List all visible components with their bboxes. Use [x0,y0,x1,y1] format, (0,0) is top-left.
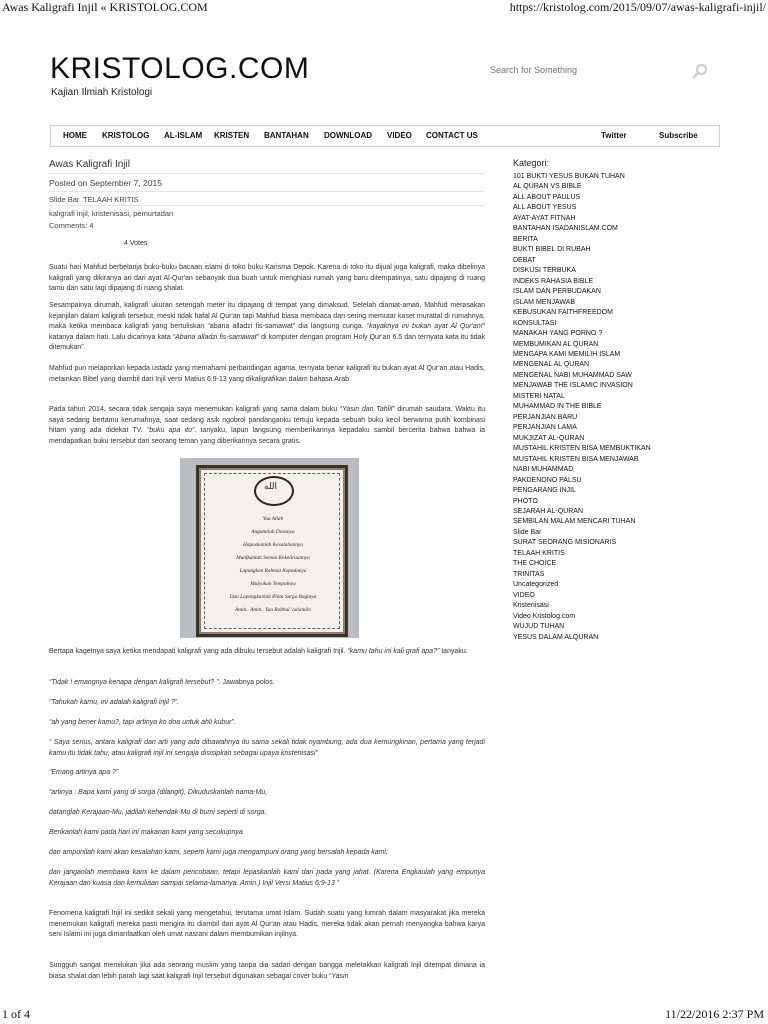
calligraphy-medallion-glyph: الله [264,482,278,492]
figure-line: Dan Lapangkanlah Pintu Surga Baginya [229,594,317,600]
post-paragraph: “ah yang bener kamu?, tapi artinya ko doa untuk ahli kubur”. [49,719,236,726]
divider [49,173,485,174]
print-footer [0,1006,768,1024]
category-link[interactable]: SEJARAH AL-QURAN [513,508,584,515]
post-date: Posted on September 7, 2015 [49,178,162,188]
category-link[interactable]: SEMBILAN MALAM MENCARI TUHAN [513,518,636,526]
category-link[interactable]: MENGAPA KAMI MEMILIH ISLAM [513,350,621,358]
print-page-url: https://kristolog.com/2015/09/07/awas-kaligrafi-injil/ [509,0,766,14]
category-link[interactable]: DEBAT [513,256,536,264]
category-link[interactable]: DISKUSI TERBUKA [513,267,576,275]
category-link[interactable]: PHOTO [513,497,538,505]
print-header [0,0,768,18]
category-link[interactable]: MENJAWAB THE ISLAMIC INVASION [513,382,633,390]
category-link[interactable]: TELAAH KRITIS [513,549,565,557]
post-paragraph: “Emang artinya apa ?” [49,769,119,776]
post-paragraph: Suatu hari Mahfud berbelanja buku-buku bacaan islami di toko buku Karisma Depok. Karena di toko itu dijual juga kaligrafi, maka dibelinya kaligrafi yang dikiranya ari dari ayat Al-Qur'an sebanyak dua buah untuk menghiasi rumah yang baru ditempatinya, satu dipajang di ruang tamu dan satu lagi dipajang di ruang shalat. [49,264,485,292]
post-title: Awas Kaligrafi Injil [49,159,130,170]
post-paragraph: Fenomena kaligrafi Injil ini sedikit sekali yang mengetahui, terutama umat Islam. Sudah suatu yang lumrah dalam masyarakat jika mereka menemukan kaligrafi mereka pasti mengira itu diambil dari ayat Al Qur'an atau Hadis, mereka tidak akan pernah menyangka bahwa karya seni Islami ini juga dimanfaatkan oleh umat nasrani dalam membumikan injilnya. [49,910,485,938]
category-link[interactable]: MUSTAHIL KRISTEN BISA MEMBUKTIKAN [513,445,651,453]
post-paragraph: “artinya : Bapa kami yang di sorga (dilangit), Dikuduskanlah nama-Mu, [49,789,268,796]
category-link[interactable]: MUKJIZAT AL-QURAN [513,434,585,442]
category-link[interactable]: MEMBUMIKAN AL QURAN [513,340,599,348]
figure-line: Hapuskanlah Kesalahannya [243,542,303,548]
post-paragraph: Sesampainya dirumah, kaligrafi ukuran setengah meter itu dipajang di tempat yang dimaksud. Setelah diamat-amati, Mahfud merasakan kejanjilan dalam kaligrafi tersebut, meski tidak hafal Al Qur'an tapi Mahfud biasa membaca dan sering memutar kaset murattal di rumahnya, maka ketika membaca kaligrafi yang bertuliskan “abana alladzi fis-samawat” dia langsung curiga. “kayaknya ini bukan ayat Al Qur'an!” katanya dalam hati. Lalu dicarinya kata “Abana alladzi fis-samawat” di komputer dengan program Holy Qur'an 6.5 dan ternyata kata itu tidak ditemukan”. [49,302,486,351]
category-link[interactable]: ISLAM DAN PERBUDAKAN [513,288,601,296]
main-nav [50,125,720,147]
figure-line: Angumtlah Dosanya [251,529,295,535]
print-page-number: 1 of 4 [2,1007,30,1021]
nav-twitter[interactable]: Twitter [601,131,627,140]
category-link[interactable]: KEBUSUKAN FAITHFREEDOM [513,309,613,317]
category-link[interactable]: MUHAMMAD IN THE BIBLE [513,403,602,411]
category-link[interactable]: AL QURAN VS BIBLE [513,183,582,191]
divider [49,205,485,206]
category-link[interactable]: THE CHOICE [513,560,557,568]
category-link[interactable]: MISTERI NATAL [513,392,565,400]
search-icon[interactable] [692,63,708,79]
nav-kristolog[interactable]: KRISTOLOG [102,131,150,140]
category-link[interactable]: ALL ABOUT PAULUS [513,193,581,201]
post-paragraph: Berikanlah kami pada hari ini makanan kami yang secukupnya [49,829,243,836]
site-tagline: Kajian Ilmiah Kristologi [51,87,153,98]
category-link[interactable]: NABI MUHAMMAD [513,466,574,474]
category-link[interactable]: MENGENAL AL QURAN [513,361,590,369]
post-tag-links[interactable]: kaligrafi injil, kristenisasi, pemurtadan [49,209,174,218]
nav-home[interactable]: HOME [63,131,87,140]
figure-line: Amin.. Amin.. Yaa Robbal 'aalamiin [235,607,311,613]
nav-subscribe[interactable]: Subscribe [659,131,698,140]
category-list [513,172,651,643]
post-comments-link[interactable]: Comments: 4 [49,221,94,230]
nav-al-islam[interactable]: AL-ISLAM [164,131,203,140]
category-link[interactable]: Video Kristolog.com [513,612,576,620]
category-link[interactable]: BUKTI BIBEL DI RUBAH [513,246,591,254]
category-link[interactable]: BERITA [513,235,538,243]
nav-contact-us[interactable]: CONTACT US [426,131,478,140]
category-link[interactable]: ISLAM MENJAWAB [513,298,576,306]
category-link[interactable]: AYAT-AYAT FITNAH [513,214,576,222]
post-paragraph: “Tidak ! emangnya kenapa dengan kaligrafi tersebut? ”. Jawabnya polos. [49,679,275,686]
category-link[interactable]: TRINITAS [513,570,545,578]
category-link[interactable]: 101 BUKTI YESUS BUKAN TUHAN [513,173,625,180]
category-link[interactable]: BANTAHAN ISADANISLAM.COM [513,225,618,233]
category-link[interactable]: SURAT SEORANG MISIONARIS [513,539,617,547]
nav-video[interactable]: VIDEO [387,131,412,140]
category-link[interactable]: Slide Bar [513,528,542,536]
print-page-title: Awas Kaligrafi Injil « KRISTOLOG.COM [2,0,208,14]
post-category-links[interactable]: Slide Bar. TELAAH KRITIS [49,195,139,204]
category-link[interactable]: MANAKAH YANG PORNO ? [513,330,603,338]
post-paragraph: Mahfud pun melaporkan kepada ustadz yang memahami perbandingan agama, ternyata benar kaligrafi itu bukan ayat Al Qur'an atau Hadis, melainkan Bibel yang diambil dari Injil versi Matius 6:9-13 yang dikaligrafikan dalam bahasa Arab. [49,365,485,383]
nav-download[interactable]: DOWNLOAD [324,131,372,140]
nav-bantahan[interactable]: BANTAHAN [264,131,309,140]
category-link[interactable]: WUJUD TUHAN [513,623,565,631]
category-link[interactable]: YESUS DALAM ALQURAN [513,633,599,641]
post-paragraph: Bertapa kagetnya saya ketika mendapati kaligrafi yang ada dibuku tersebut adalah kaligrafi Injil. “kamu tahu ini kali grafi apa?” tanyaku. [49,648,468,655]
category-link[interactable]: PENGARANG INJIL [513,487,577,495]
category-link[interactable]: ALL ABOUT YESUS [513,204,577,212]
post-paragraph: Pada tahun 2014, secara tidak sengaja saya menemukan kaligrafi yang sama dalam buku “Yasin dan Tahlil” dirumah saudara. Waktu itu saya sedang bertamu kerumahnya, saat sedang asik ngobrol pandanganku tertuju kepada sebuah buku kecil berwarna putih kombinasi hitam yang ada didekat TV. “buku apa itu”. tanyaku, lapun langsung memberikannya kepadaku sambil bercerita bahwa bahwa ia mendapatkan buku tersebut dari seorang teman yang diberikannya secara gratis. [49,406,485,445]
figure-line: Lapangkan Rahmat Kepadanya [239,568,307,574]
post-paragraph: Sungguh sangat memilukan jika ada seorang muslim yang tanpa dia sadari dengan bangga meletakkan kaligrafi Injil ditempat dimana ia biasa shalat dan lebih parah lagi saat kaligrafi Injil tersebut digunakan sebagai cover buku “Yasin [49,962,485,980]
divider [49,191,485,192]
figure-line: Munfkanlah Semua Kekeliruannya [236,555,310,561]
figure-line: Mulyakan Tempatnya [250,581,296,587]
category-link[interactable]: MENGENAL NABI MUHAMMAD SAW [513,371,632,379]
post-paragraph: dan janganlah membawa kami ke dalam pencobaan, tetapi lepaskanlah kami dari pada yang jahat. (Karena Engkaulah yang empunya Kerajaan dan kuasa dan kemuliaan sampai selama-lamanya. Amin.) Injil Versi Matius 6:9-13 ” [49,869,485,887]
post-paragraph: “ Saya serius, antara kaligrafi dan arti yang ada dibawahnya itu sama sekali tidak nyambung, ada dua kemungkinan, pertama yang terjadi kamu itu tidak tahu, atau kaligrafi injil ini sengaja disisipkan sebagai upaya kristenisasi” [49,739,485,757]
sidebar-title: Kategori: [513,158,550,168]
post-paragraph: “Tahukah kamu, ini adalah kaligrafi injil ?”. [49,699,180,706]
category-link[interactable]: KONSULTASI [513,319,557,327]
category-link[interactable]: PERJANJIAN BARU [513,413,578,421]
category-link[interactable]: PAKDENONO PALSU [513,476,582,484]
category-link[interactable]: VIDEO [513,591,535,599]
figure-line: Yaa Allah [262,516,284,522]
category-link[interactable]: Uncategorized [513,581,559,589]
post-paragraph: datanglah Kerajaan-Mu, jadilah kehendak-Mu di bumi seperti di sorga. [49,809,267,816]
calligraphy-photo [180,458,359,638]
category-link[interactable]: Kristenisasi [513,602,549,610]
site-title-link[interactable]: KRISTOLOG.COM [50,52,310,85]
category-link[interactable]: MUSTAHIL KRISTEN BISA MENJAWAB [513,455,639,463]
calligraphy-frame [196,465,348,637]
post-paragraph: dan ampunilah kami akan kesalahan kami, seperti kami juga mengampuni orang yang bersalah kepada kami; [49,849,388,856]
category-link[interactable]: PERJANJIAN LAMA [513,424,577,432]
search-box [482,58,718,86]
category-link[interactable]: INDEKS RAHASIA BIBLE [513,277,594,285]
print-datetime: 11/22/2016 2:37 PM [665,1007,764,1021]
post-votes: 4 Votes [124,240,148,247]
search-input[interactable] [488,64,682,76]
nav-kristen[interactable]: KRISTEN [214,131,250,140]
